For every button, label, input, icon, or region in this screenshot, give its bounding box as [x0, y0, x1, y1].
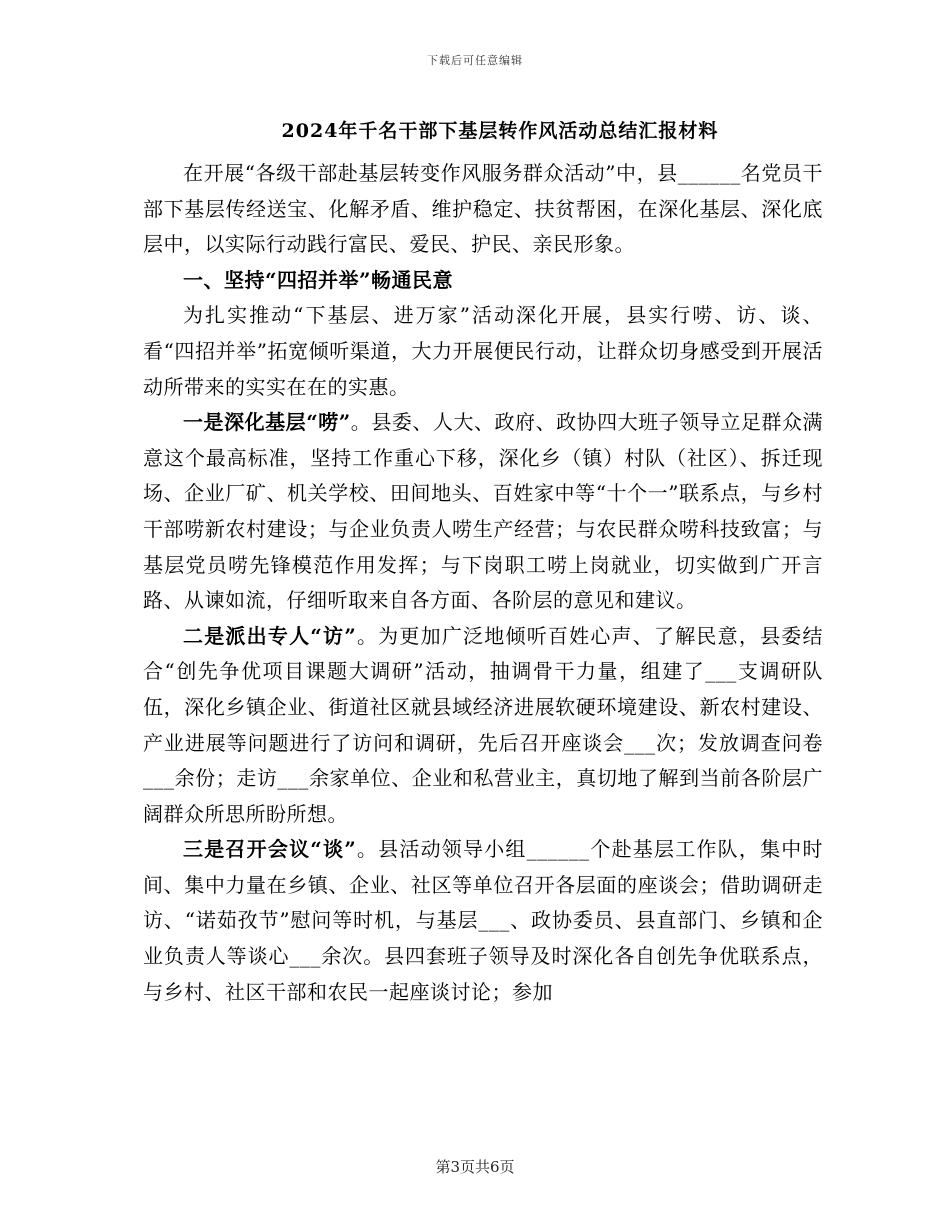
- item-paragraph-3: [143, 832, 823, 1010]
- document-title: 2024年千名干部下基层转作风活动总结汇报材料: [281, 120, 719, 142]
- intro-paragraph: 在开展“各级干部赴基层转变作风服务群众活动”中，县______名党员干部下基层传经送宝、化解矛盾、维护稳定、扶贫帮困，在深化基层、深化底层中，以实际行动践行富民、爱民、护民、亲民形象。: [143, 161, 823, 257]
- item-paragraph-1: [143, 405, 823, 619]
- item-paragraph-2: [143, 619, 823, 833]
- item-lead-2: 二是派出专人“访”: [183, 623, 357, 648]
- item-text-3: 。县活动领导小组______个赴基层工作队，集中时间、集中力量在乡镇、企业、社区等单位召开各层面的座谈会；借助调研走访、“诺茹孜节”慰问等时机，与基层___、政协委员、县直部门、乡镇和企业负责人等谈心___余次。县四套班子领导及时深化各自创先争优联系点，与乡村、社区干部和农民一起座谈讨论；参加: [143, 837, 823, 1004]
- page-number-footer: 第3页共6页: [435, 1158, 515, 1176]
- section-heading: 一、坚持“四招并举”畅通民意: [183, 267, 454, 292]
- document-body: [143, 156, 823, 1010]
- item-text-2: 。为更加广泛地倾听百姓心声、了解民意，县委结合“创先争优项目课题大调研”活动，抽调骨干力量，组建了___支调研队伍，深化乡镇企业、街道社区就县域经济进展软硬环境建设、新农村建设、产业进展等问题进行了访问和调研，先后召开座谈会___次；发放调查问卷___余份；走访___余家单位、企业和私营业主，真切地了解到当前各阶层广阔群众所思所盼所想。: [143, 623, 824, 826]
- item-text-1: 。县委、人大、政府、政协四大班子领导立足群众满意这个最高标准，坚持工作重心下移，深化乡（镇）村队（社区）、拆迁现场、企业厂矿、机关学校、田间地头、百姓家中等“十个一”联系点，与乡村干部唠新农村建设；与企业负责人唠生产经营；与农民群众唠科技致富；与基层党员唠先锋模范作用发挥；与下岗职工唠上岗就业，切实做到广开言路、从谏如流，仔细听取来自各方面、各阶层的意见和建议。: [143, 410, 823, 613]
- item-lead-3: 三是召开会议“谈”: [183, 837, 357, 862]
- header-note: 下载后可任意编辑: [427, 54, 523, 67]
- item-lead-1: 一是深化基层“唠”: [183, 410, 351, 435]
- section-paragraph: 为扎实推动“下基层、进万家”活动深化开展，县实行唠、访、谈、看“四招并举”拓宽倾听渠道，大力开展便民行动，让群众切身感受到开展活动所带来的实实在在的实惠。: [143, 303, 823, 399]
